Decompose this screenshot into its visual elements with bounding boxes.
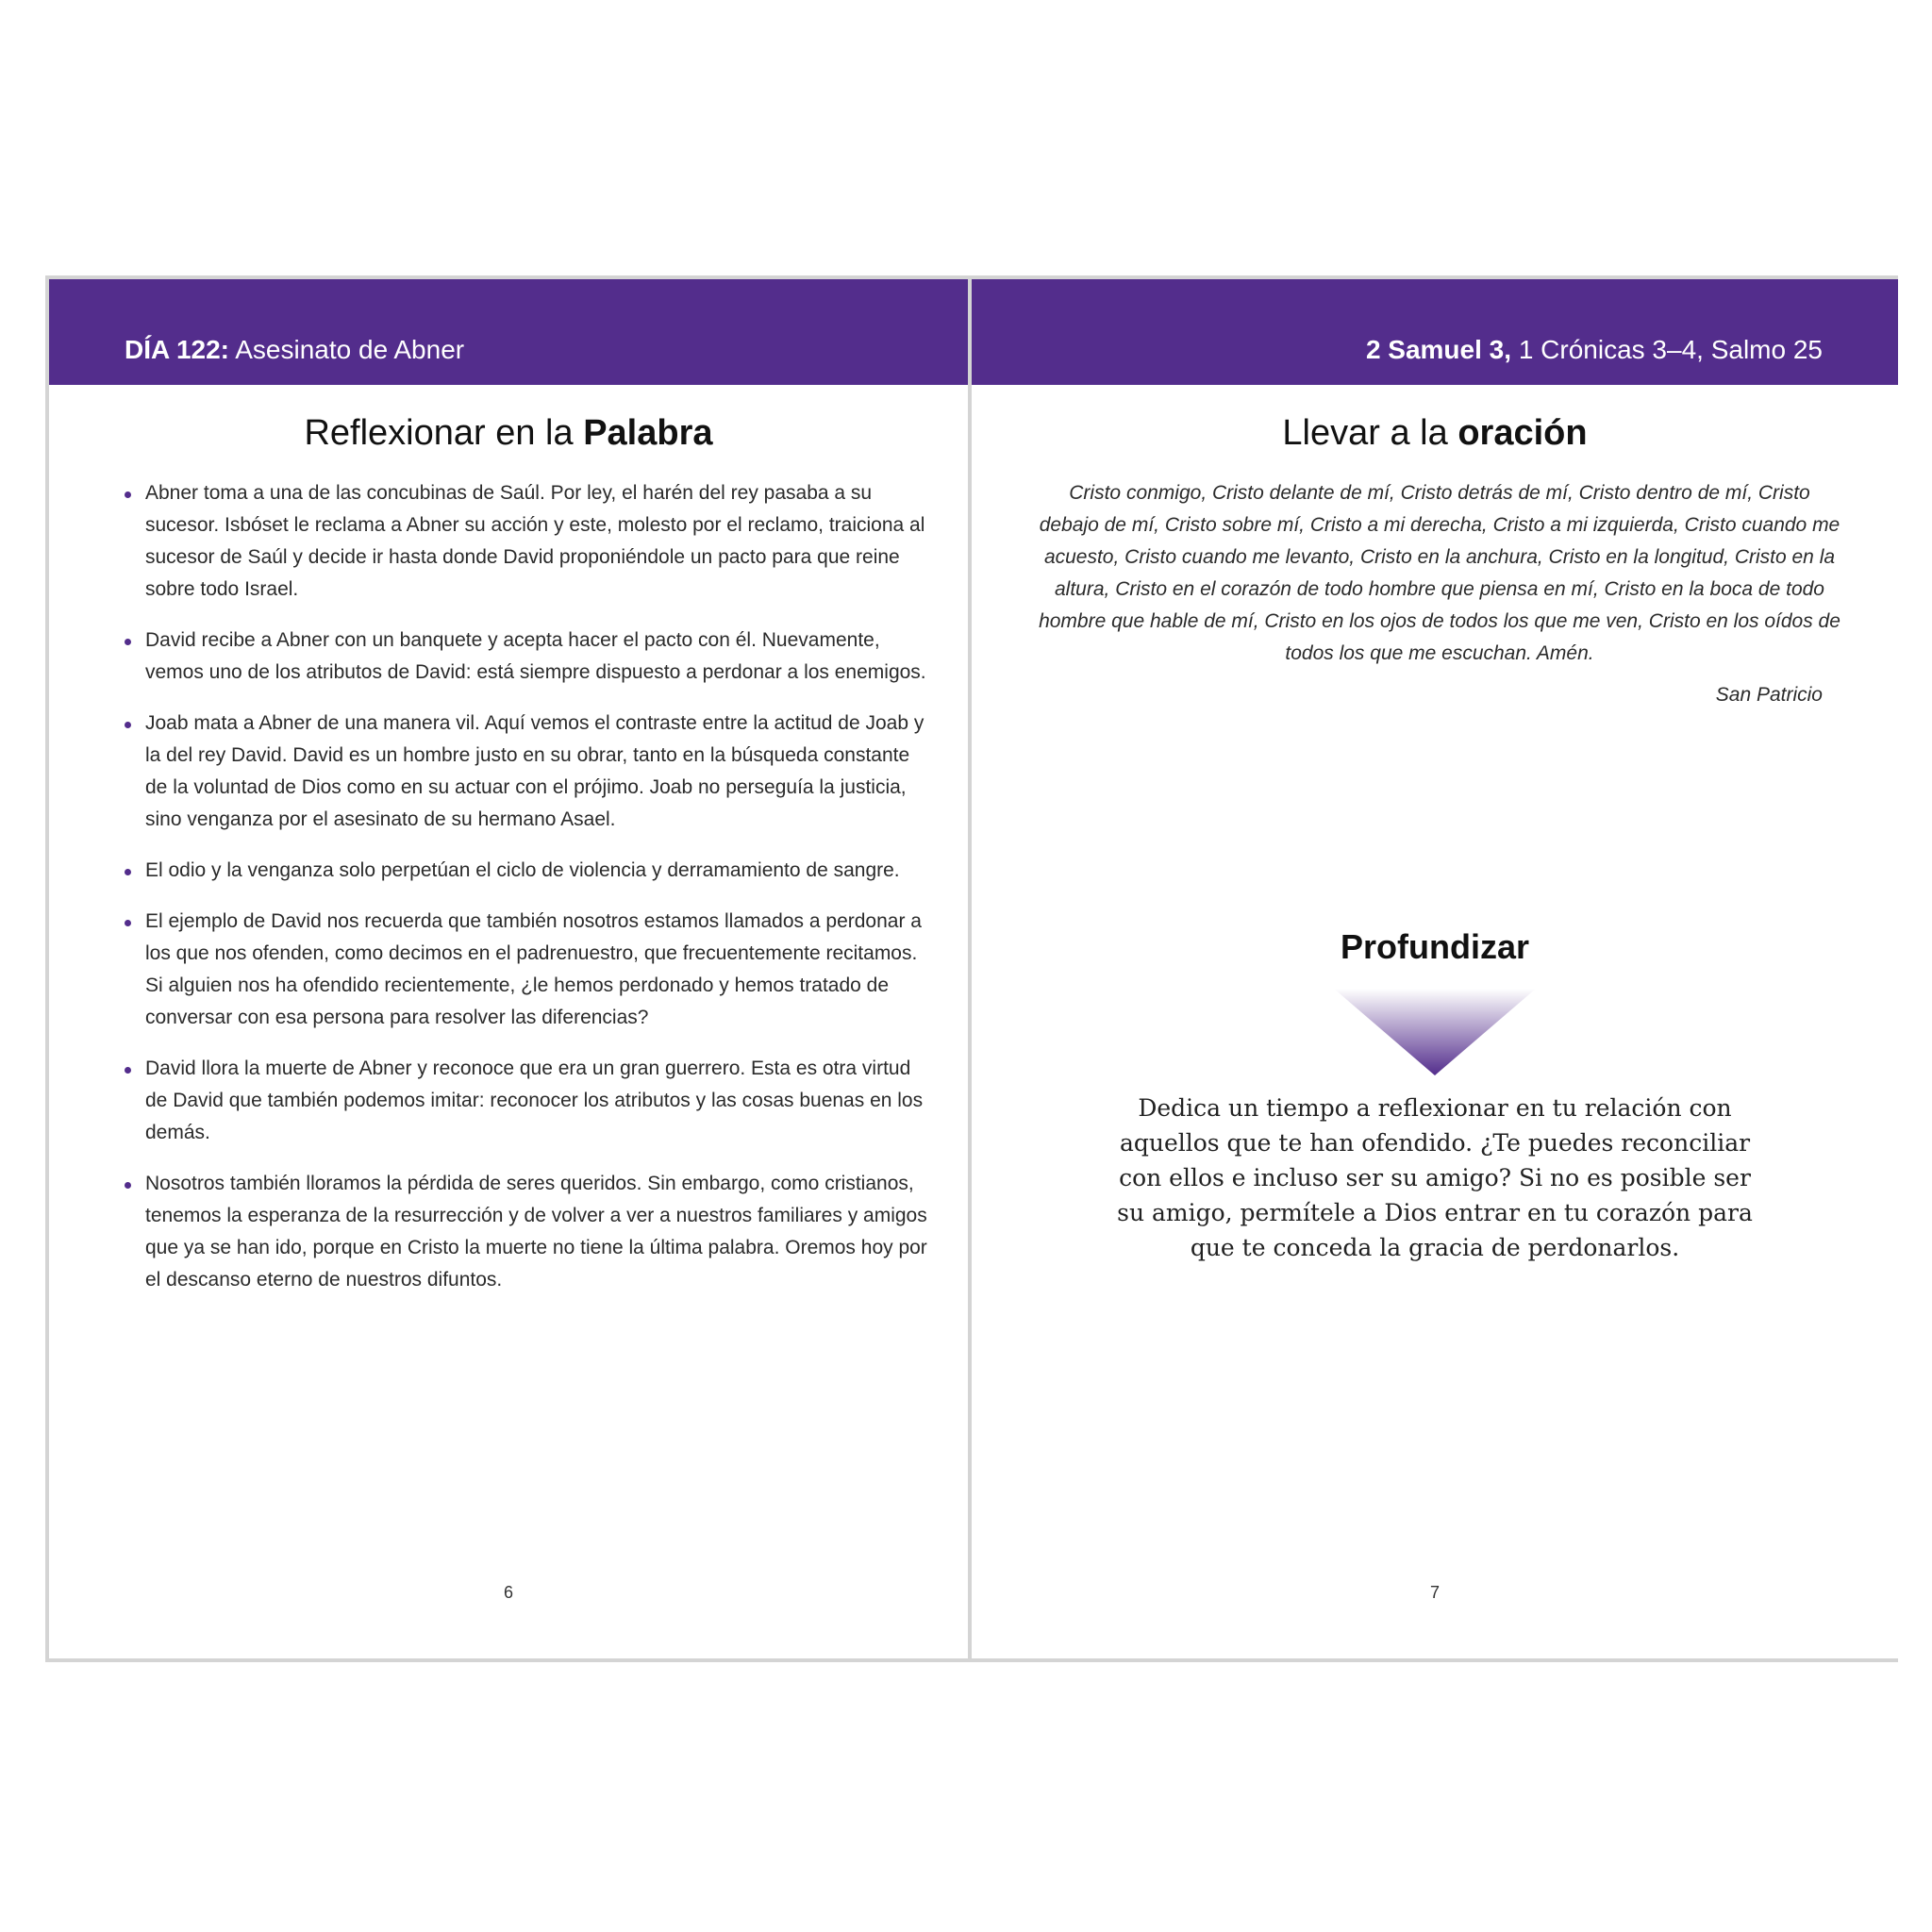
prayer-title-bold: oración <box>1457 413 1588 453</box>
reflection-item <box>125 477 936 606</box>
reflection-text: Joab mata a Abner de una manera vil. Aquí vemos el contraste entre la actitud de Joab y la del rey David. David es un hombre justo en su obrar, tanto en la búsqueda constante de la voluntad de Dios como en su actuar con el prójimo. Joab no perseguía la justicia, sino venganza por el asesinato de su hermano Asael. <box>145 712 924 830</box>
reflection-item <box>125 1168 936 1296</box>
reflection-text: Abner toma a una de las concubinas de Saúl. Por ley, el harén del rey pasaba a su sucesor. Isbóset le reclama a Abner su acción y este, molesto por el reclamo, traiciona al sucesor de Saúl y decide ir hasta donde David proponiéndole un pacto para que reine sobre todo Israel. <box>145 482 925 600</box>
bullet-icon <box>125 869 131 875</box>
reflect-section-title <box>49 411 968 455</box>
reflect-title-bold: Palabra <box>583 413 713 453</box>
reflection-item <box>125 906 936 1034</box>
right-page <box>972 279 1898 1658</box>
bullet-icon <box>125 1182 131 1189</box>
reflection-item <box>125 625 936 689</box>
deepen-text: Dedica un tiempo a reflexionar en tu relación con aquellos que te han ofendido. ¿Te puedes reconciliar con ellos e incluso ser su amigo? Si no es posible ser su amigo, permítele a Dios entrar en tu corazón para que te conceda la gracia de perdonarlos. <box>1117 1094 1753 1261</box>
reflection-item <box>125 708 936 836</box>
page-number: 6 <box>503 1583 513 1602</box>
book-spread <box>45 275 1898 1662</box>
page-number: 7 <box>1429 1583 1440 1602</box>
prayer-text: Cristo conmigo, Cristo delante de mí, Cristo detrás de mí, Cristo dentro de mí, Cristo debajo de mí, Cristo sobre mí, Cristo a mi derecha, Cristo a mi izquierda, Cristo cuando me acuesto, Cristo cuando me levanto, Cristo en la anchura, Cristo en la longitud, Cristo en la altura, Cristo en el corazón de todo hombre que piensa en mí, Cristo en la boca de todo hombre que hable de mí, Cristo en los ojos de todos los que me ven, Cristo en los oídos de todos los que me escuchan. Amén. <box>1039 482 1840 664</box>
reflection-text: El odio y la venganza solo perpetúan el ciclo de violencia y derramamiento de sangre. <box>145 859 900 881</box>
deepen-title: Profundizar <box>1340 927 1529 966</box>
prayer-section-title <box>972 411 1898 455</box>
bullet-icon <box>125 639 131 645</box>
prayer-title-prefix: Llevar a la <box>1282 413 1448 453</box>
reflection-text: David llora la muerte de Abner y reconoce que era un gran guerrero. Esta es otra virtud de David que también podemos imitar: reconocer los atributos y las cosas buenas en los demás. <box>145 1058 924 1143</box>
right-page-header <box>972 279 1898 385</box>
scripture-ref-rest: 1 Crónicas 3–4, Salmo 25 <box>1518 335 1823 364</box>
prayer-author: San Patricio <box>1715 684 1823 706</box>
scripture-ref-bold: 2 Samuel 3, <box>1365 335 1512 364</box>
down-triangle-icon <box>1334 989 1536 1075</box>
bullet-icon <box>125 722 131 728</box>
bullet-icon <box>125 1067 131 1074</box>
reflect-title-prefix: Reflexionar en la <box>304 413 574 453</box>
reflection-item <box>125 1053 936 1149</box>
reflection-text: El ejemplo de David nos recuerda que también nosotros estamos llamados a perdonar a los que nos ofenden, como decimos en el padrenuestro, que frecuentemente recitamos. Si alguien nos ha ofendido recientemente, ¿le hemos perdonado y hemos tratado de conversar con esa persona para resolver las diferencias? <box>145 910 922 1028</box>
bullet-icon <box>125 491 131 498</box>
reflection-text: Nosotros también lloramos la pérdida de seres queridos. Sin embargo, como cristianos, tenemos la esperanza de la resurrección y de volver a ver a nuestros familiares y amigos que ya se han ido, porque en Cristo la muerte no tiene la última palabra. Oremos hoy por el descanso eterno de nuestros difuntos. <box>145 1173 927 1291</box>
left-page-header <box>49 279 968 385</box>
day-label: DÍA 122: <box>125 335 230 364</box>
left-page <box>49 279 972 1658</box>
reflection-list <box>125 477 936 1315</box>
day-title: Asesinato de Abner <box>235 335 465 364</box>
reflection-item <box>125 855 936 887</box>
reflection-text: David recibe a Abner con un banquete y acepta hacer el pacto con él. Nuevamente, vemos uno de los atributos de David: está siempre dispuesto a perdonar a los enemigos. <box>145 629 926 683</box>
bullet-icon <box>125 920 131 926</box>
